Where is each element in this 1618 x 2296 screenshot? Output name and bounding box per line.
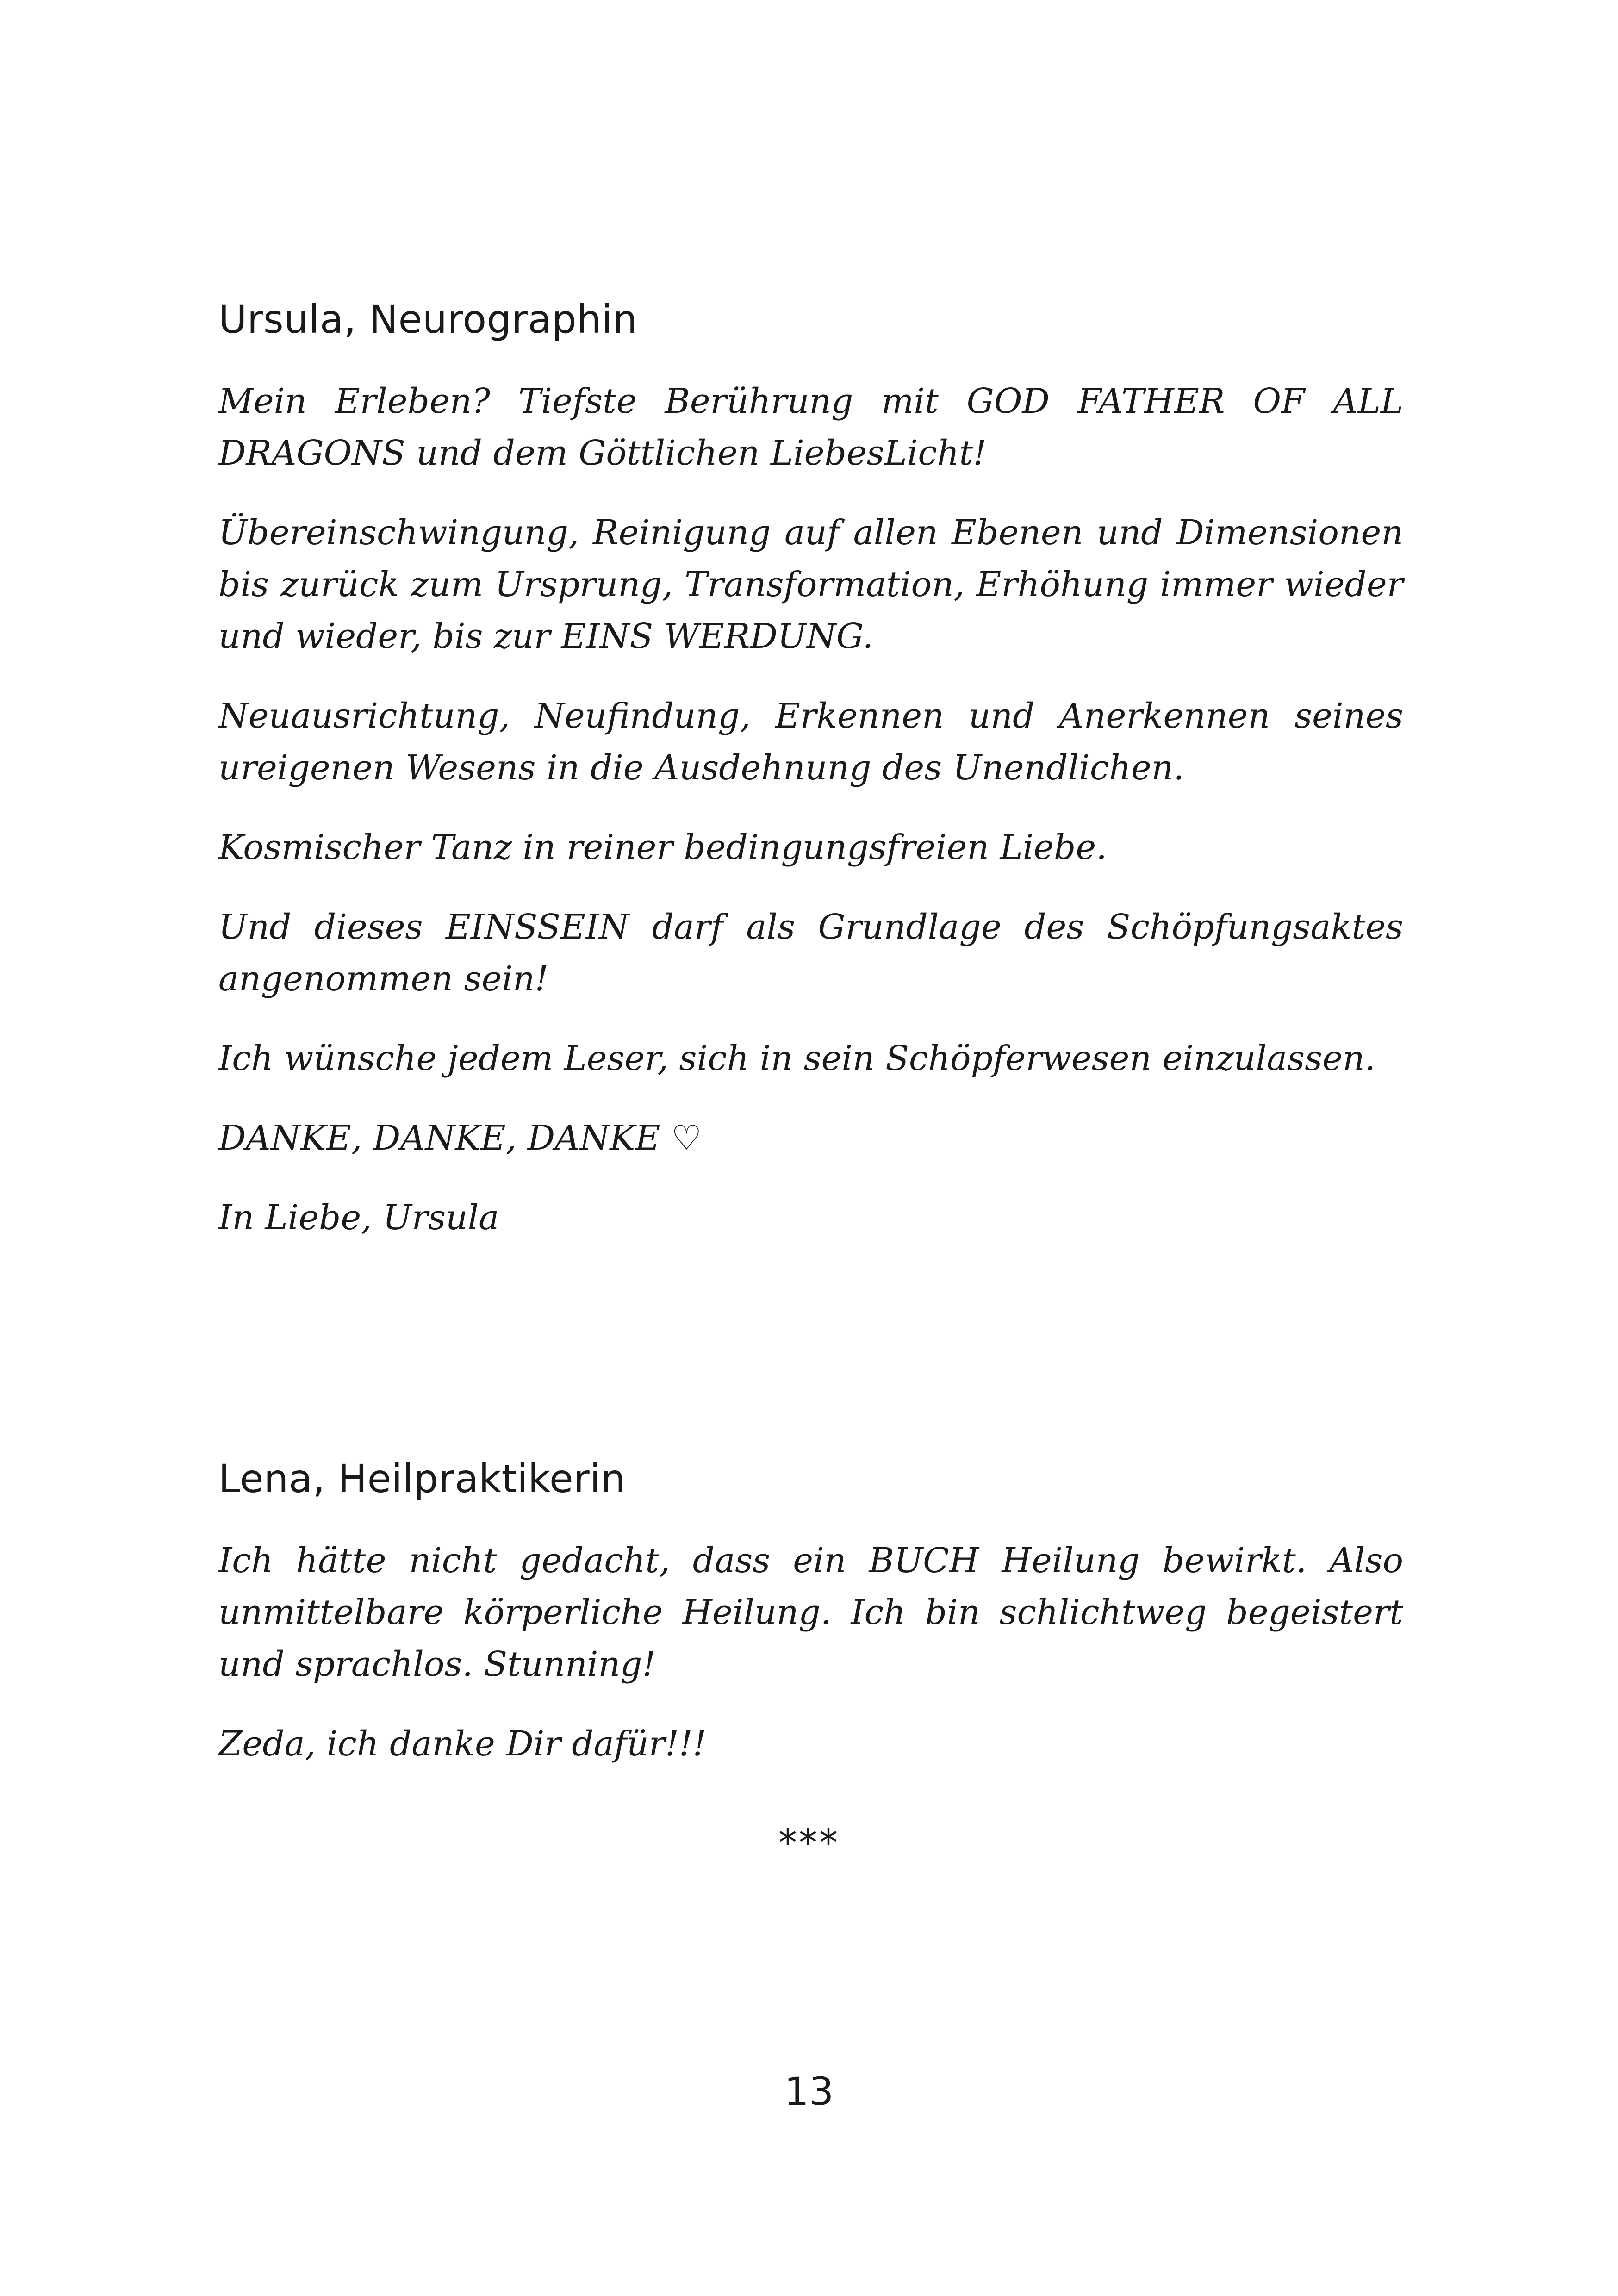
testimonial-heading: Lena, Heilpraktikerin (218, 1456, 626, 1501)
testimonial-paragraph: Übereinschwingung, Reinigung auf allen Ebenen und Dimensionen bis zurück zum Ursprung, Transformation, Erhöhung immer wieder und wieder, bis zur EINS WERDUNG. (218, 512, 1403, 656)
testimonial-paragraph: Und dieses EINSSEIN darf als Grundlage des Schöpfungsaktes angenommen sein! (218, 907, 1403, 999)
testimonial-paragraph: Neuausrichtung, Neufindung, Erkennen und Anerkennen seines ureigenen Wesens in die Ausdehnung des Unendlichen. (218, 696, 1403, 788)
section-separator: *** (778, 1821, 840, 1864)
testimonial-paragraph: Kosmischer Tanz in reiner bedingungsfreien Liebe. (218, 827, 1107, 867)
page-number: 13 (784, 2069, 834, 2114)
testimonial-ursula (218, 296, 1403, 1271)
testimonial-paragraph: Ich hätte nicht gedacht, dass ein BUCH Heilung bewirkt. Also unmittelbare körperliche Heilung. Ich bin schlichtweg begeistert und sprachlos. Stunning! (218, 1540, 1403, 1684)
testimonial-paragraph: Ich wünsche jedem Leser, sich in sein Schöpferwesen einzulassen. (218, 1038, 1376, 1078)
testimonial-paragraph: DANKE, DANKE, DANKE ♡ (218, 1118, 702, 1158)
testimonial-heading: Ursula, Neurographin (218, 297, 638, 342)
testimonial-signature: In Liebe, Ursula (218, 1197, 499, 1238)
testimonial-lena (218, 1456, 1403, 1798)
testimonial-paragraph: Zeda, ich danke Dir dafür!!! (218, 1724, 707, 1764)
testimonial-paragraph: Mein Erleben? Tiefste Berührung mit GOD FATHER OF ALL DRAGONS und dem Göttlichen LiebesLicht! (218, 381, 1403, 473)
